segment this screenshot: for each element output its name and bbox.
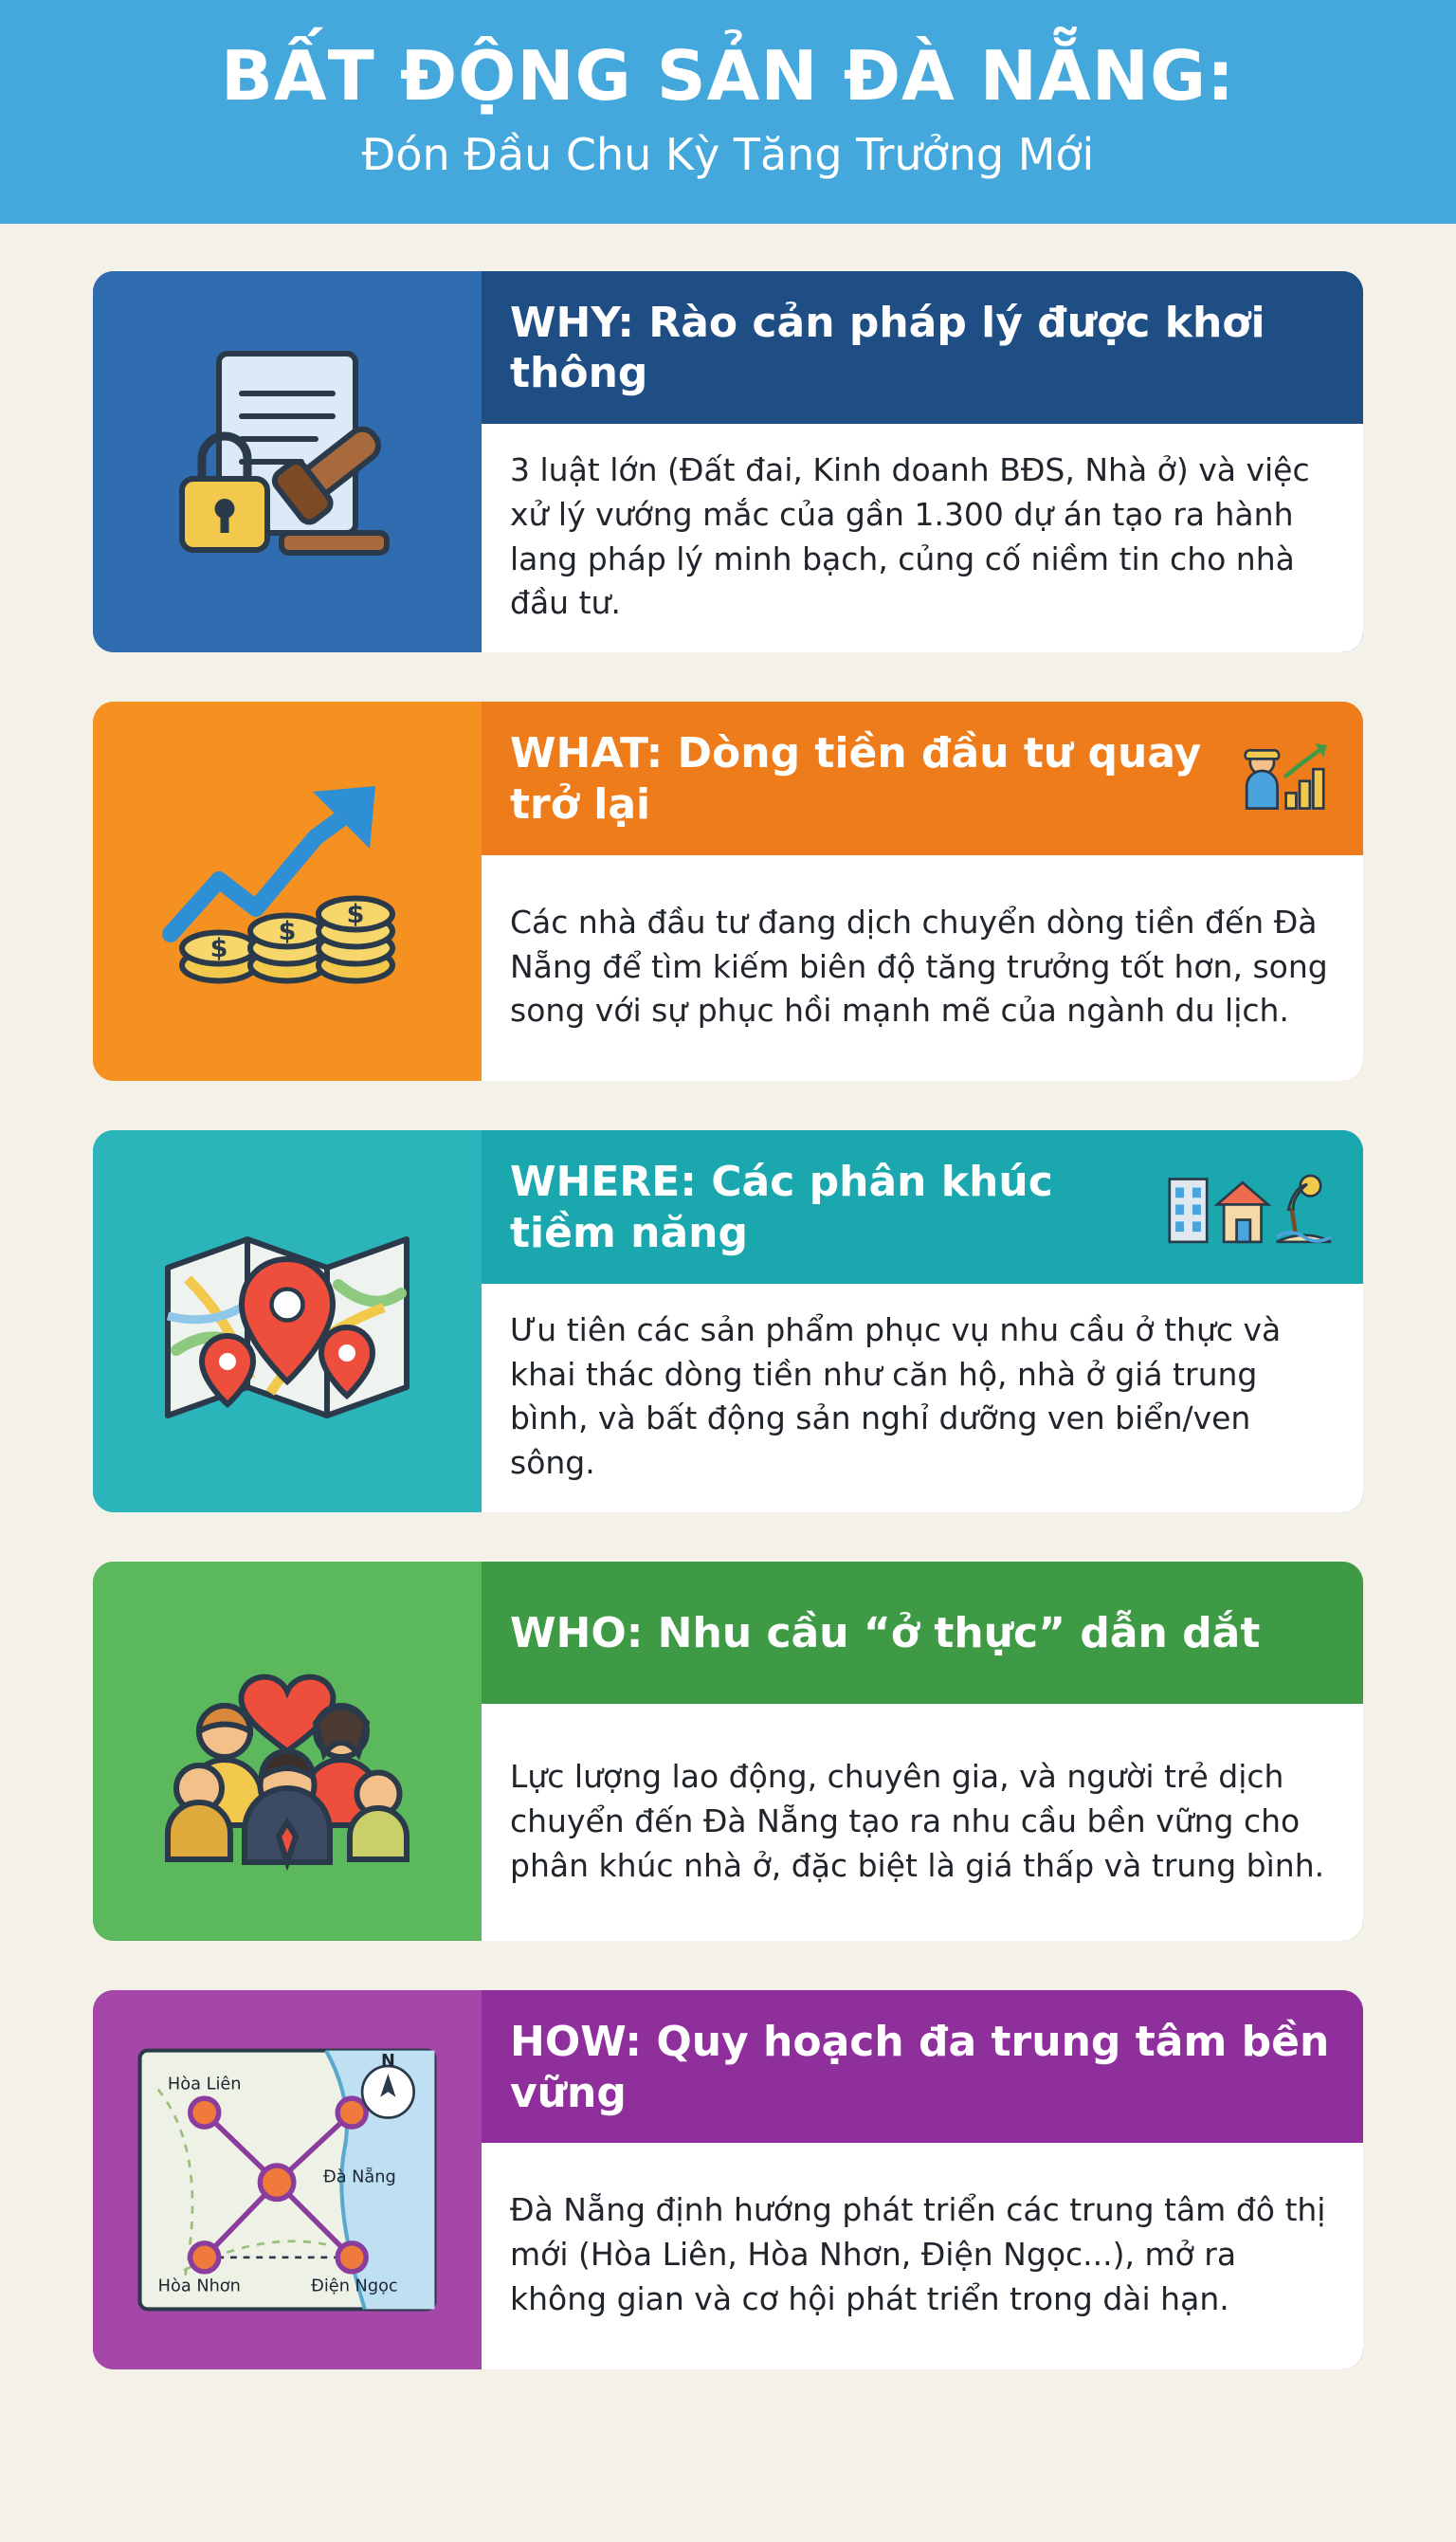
card-body-what: Các nhà đầu tư đang dịch chuyển dòng tiền đến Đà Nẵng để tìm kiếm biên độ tăng trưởng tốt hơn, song song với sự phục hồi mạnh mẽ của ngành du lịch. [482,855,1363,1082]
card-title-who [482,1562,1363,1704]
card-body-who: Lực lượng lao động, chuyên gia, và người trẻ dịch chuyển đến Đà Nẵng tạo ra nhu cầu bền vững cho phân khúc nhà ở, đặc biệt là giá thấp và trung bình. [482,1704,1363,1941]
card-list [0,224,1456,2427]
card-title-text: WHERE: Các phân khúc tiềm năng [510,1158,1053,1257]
card-title-what [482,702,1363,854]
svg-text:Điện Ngọc: Điện Ngọc [311,2277,398,2296]
card-icon-pane [93,271,482,653]
multi-center-plan-map-icon [131,2038,444,2322]
card-content-pane [482,1990,1363,2369]
card-body-how: Đà Nẵng định hướng phát triển các trung tâm đô thị mới (Hòa Liên, Hòa Nhơn, Điện Ngọc...), mở ra không gian và cơ hội phát triển trong dài hạn. [482,2143,1363,2369]
family-group-heart-icon [145,1609,429,1893]
card-content-pane [482,271,1363,653]
card-content-pane [482,702,1363,1081]
svg-text:$: $ [278,917,297,947]
card-how [93,1990,1363,2369]
card-what [93,702,1363,1081]
svg-text:Hòa Nhơn: Hòa Nhơn [157,2277,241,2296]
map-pins-icon [145,1180,429,1464]
card-who [93,1562,1363,1941]
building-house-beach-icon [1164,1167,1335,1249]
card-body-why: 3 luật lớn (Đất đai, Kinh doanh BĐS, Nhà ở) và việc xử lý vướng mắc của gần 1.300 dự án tạo ra hành lang pháp lý minh bạch, củng cố niềm tin cho nhà đầu tư. [482,424,1363,652]
infographic-header [0,0,1456,224]
card-content-pane [482,1130,1363,1512]
svg-text:N: N [380,2052,395,2072]
card-title-text: WHO: Nhu cầu “ở thực” dẫn dắt [510,1609,1261,1658]
page-title: BẤT ĐỘNG SẢN ĐÀ NẴNG: [221,36,1235,116]
card-content-pane [482,1562,1363,1941]
card-title-how [482,1990,1363,2143]
card-body-where: Ưu tiên các sản phẩm phục vụ nhu cầu ở thực và khai thác dòng tiền như căn hộ, nhà ở giá trung bình, và bất động sản nghỉ dưỡng ven biển/ven sông. [482,1284,1363,1512]
card-title-text: WHAT: Dòng tiền đầu tư quay trở lại [510,729,1202,829]
growth-arrow-coins-icon [145,749,429,1033]
svg-text:$: $ [346,900,365,930]
card-icon-pane [93,1562,482,1941]
card-icon-pane [93,1990,482,2369]
card-title-text: HOW: Quy hoạch đa trung tâm bền vững [510,2018,1330,2117]
card-icon-pane [93,1130,482,1512]
page-subtitle: Đón Đầu Chu Kỳ Tăng Trưởng Mới [361,128,1095,180]
card-title-why [482,271,1363,424]
card-title-text: WHY: Rào cản pháp lý được khơi thông [510,298,1265,398]
investor-chart-icon [1230,737,1335,822]
svg-text:Hòa Liên: Hòa Liên [167,2075,242,2094]
card-icon-pane [93,702,482,1081]
card-why [93,271,1363,653]
svg-text:Đà Nẵng: Đà Nẵng [322,2167,396,2187]
document-gavel-lock-icon [145,320,429,604]
svg-text:$: $ [209,934,228,964]
card-where [93,1130,1363,1512]
card-title-where [482,1130,1363,1283]
